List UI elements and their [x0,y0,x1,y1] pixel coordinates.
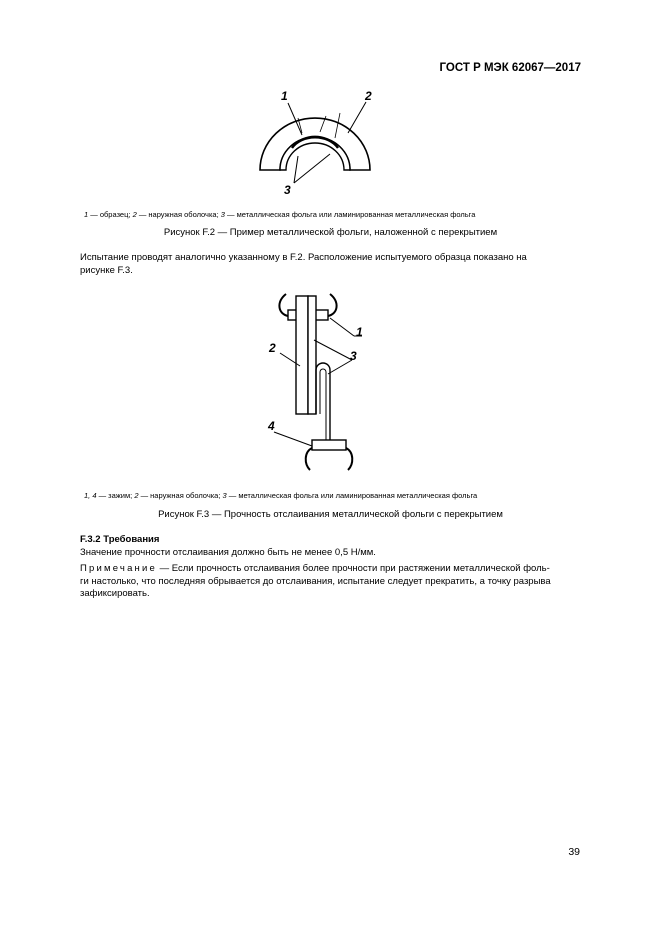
outer-sheath-shape [260,118,370,170]
section-heading [80,534,581,547]
legend-text: — наружная оболочка; [136,210,221,219]
figure-f2-label-1: 1 [281,89,288,103]
figure-f3-label-4: 4 [268,419,275,433]
figure-f2-legend [84,210,475,219]
paragraph-test-description [80,252,581,277]
figure-f3-label-1: 1 [356,325,363,339]
legend-number: 3 [222,491,227,500]
section-title: Требования [103,534,160,545]
document-header: ГОСТ Р МЭК 62067—2017 [439,62,581,74]
figure-f2-label-2: 2 [365,89,372,103]
legend-number: 2 [134,491,139,500]
figure-f3-label-2: 2 [269,341,276,355]
page-number: 39 [568,846,580,858]
bottom-clamp-shape [312,440,346,450]
note-label: Примечание [80,563,157,574]
legend-text: — образец; [88,210,133,219]
figure-f3-title: Рисунок F.3 — Прочность отслаивания металлической фольги с перекрытием [158,509,503,520]
note-text-1: — Если прочность отслаивания более прочности при растяжении металлической фоль- [157,563,550,574]
figure-f3-legend [84,491,477,500]
figure-f2-drawing [240,88,390,198]
foil-loop [316,363,330,446]
figure-f2-label-3: 3 [284,183,291,197]
section-body: Значение прочности отслаивания должно быть не менее 0,5 Н/мм. [80,546,376,558]
outer-sheath-strip [296,296,308,414]
legend-text: — металлическая фольга или ламинированная металлическая фольга [226,491,478,500]
note-line-1 [80,563,581,576]
figure-f2-title: Рисунок F.2 — Пример металлической фольги, наложенной с перекрытием [163,227,498,238]
top-clamp-shape [279,294,288,316]
para-line-2: рисунке F.3. [80,264,133,276]
foil-strip [308,296,316,414]
section-number: F.3.2 [80,534,101,545]
legend-number: 1, 4 [84,491,97,500]
note-line-3: зафиксировать. [80,588,150,599]
note-line-2: ги настолько, что последняя обрывается до отслаивания, испытание следует прекратить, а точку разрыва [80,575,551,587]
para-line-1: Испытание проводят аналогично указанному в F.2. Расположение испытуемого образца показано на [80,252,527,263]
figure-f3-drawing [260,288,380,478]
legend-text: — наружная оболочка; [138,491,223,500]
legend-number: 2 [132,210,137,219]
legend-number: 3 [220,210,225,219]
legend-number: 1 [84,210,89,219]
note-block [80,563,581,601]
figure-f3-label-3: 3 [350,349,357,363]
legend-text: — зажим; [96,491,135,500]
section-requirements [80,534,581,559]
legend-text: — металлическая фольга или ламинированная металлическая фольга [224,210,476,219]
